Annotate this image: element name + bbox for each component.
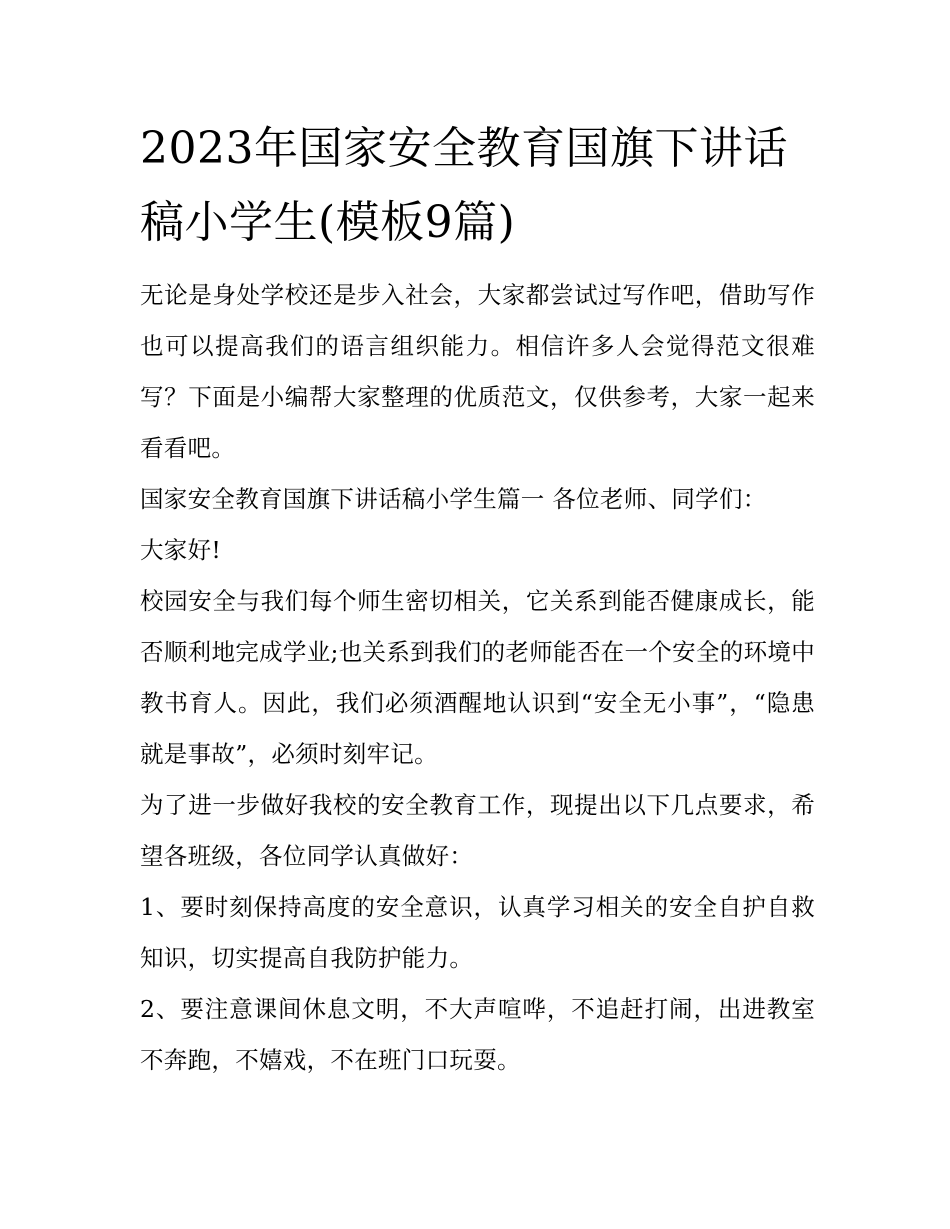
requirement-item-1: 1、要时刻保持高度的安全意识，认真学习相关的安全自护自救知识，切实提高自我防护能力。 — [140, 893, 815, 972]
speech-heading-paragraph: 国家安全教育国旗下讲话稿小学生篇一 各位老师、同学们： — [140, 485, 767, 513]
requirement-item-2: 2、要注意课间休息文明，不大声喧哗，不追赶打闹，出进教室不奔跑，不嬉戏，不在班门口玩耍。 — [140, 995, 815, 1074]
greeting-paragraph: 大家好! — [140, 536, 222, 564]
document-body — [140, 112, 815, 1086]
document-title: 2023年国家安全教育国旗下讲话稿小学生(模板9篇) — [140, 123, 788, 248]
campus-safety-paragraph: 校园安全与我们每个师生密切相关，它关系到能否健康成长，能否顺利地完成学业;也关系到我们的老师能否在一个安全的环境中教书育人。因此，我们必须酒醒地认识到“安全无小事”，“隐患就是事故”，必须时刻牢记。 — [140, 587, 815, 768]
requirements-intro-paragraph: 为了进一步做好我校的安全教育工作，现提出以下几点要求，希望各班级，各位同学认真做好： — [140, 791, 815, 870]
intro-paragraph: 无论是身处学校还是步入社会，大家都尝试过写作吧，借助写作也可以提高我们的语言组织能力。相信许多人会觉得范文很难写？下面是小编帮大家整理的优质范文，仅供参考，大家一起来看看吧。 — [140, 281, 815, 462]
